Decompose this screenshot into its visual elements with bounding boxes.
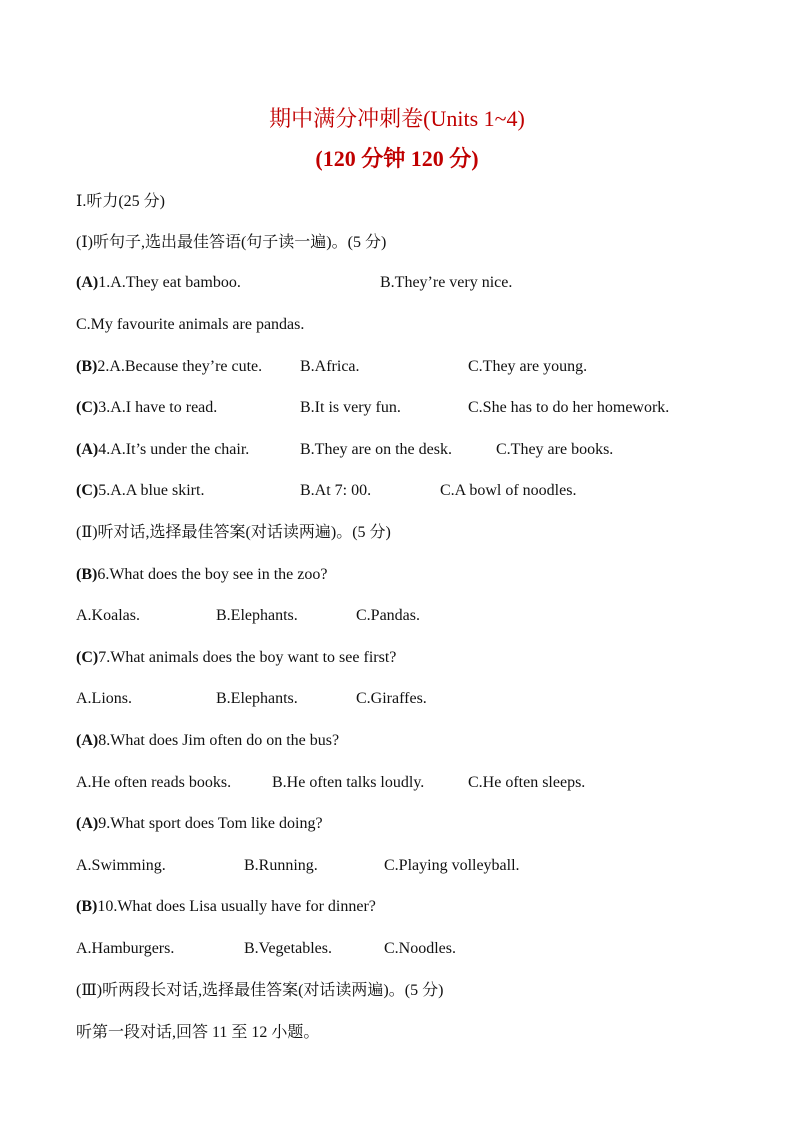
part-3-heading: (Ⅲ)听两段长对话,选择最佳答案(对话读两遍)。(5 分): [76, 982, 444, 999]
option-b: B.Running.: [244, 857, 318, 874]
option-b: B.Elephants.: [216, 607, 298, 624]
option-c: C.Giraffes.: [356, 690, 427, 707]
option-b: B.They’re very nice.: [380, 274, 513, 291]
question-stem: 3.A.I have to read.: [98, 399, 218, 416]
question-6: [76, 565, 327, 585]
option-c: C.Playing volleyball.: [384, 857, 520, 874]
question-8: [76, 731, 339, 751]
page-subtitle: (120 分钟 120 分): [315, 146, 479, 171]
part-3-instruction: 听第一段对话,回答 11 至 12 小题。: [76, 1024, 320, 1041]
answer-key: (B): [76, 898, 98, 915]
question-stem: 7.What animals does the boy want to see first?: [98, 649, 397, 666]
option-c: C.He often sleeps.: [468, 774, 586, 791]
question-3: [76, 398, 217, 418]
answer-key: (A): [76, 441, 99, 458]
option-b: B.Vegetables.: [244, 940, 332, 957]
question-stem: 9.What sport does Tom like doing?: [98, 815, 323, 832]
question-1: [76, 273, 241, 293]
option-c: C.They are young.: [468, 358, 588, 375]
answer-key: (A): [76, 815, 99, 832]
option-b: B.Africa.: [300, 358, 360, 375]
question-10: [76, 897, 376, 917]
answer-key: (A): [76, 274, 99, 291]
option-a: A.Lions.: [76, 690, 132, 707]
option-c: C.A bowl of noodles.: [440, 482, 577, 499]
option-b: B.It is very fun.: [300, 399, 401, 416]
option-a: A.Swimming.: [76, 857, 166, 874]
part-1-heading: (Ⅰ)听句子,选出最佳答语(句子读一遍)。(5 分): [76, 234, 387, 251]
option-c: C.She has to do her homework.: [468, 399, 670, 416]
question-2: [76, 357, 262, 377]
option-a: A.Koalas.: [76, 607, 140, 624]
question-stem: 10.What does Lisa usually have for dinner?: [97, 898, 376, 915]
question-stem: 6.What does the boy see in the zoo?: [97, 566, 328, 583]
question-4: [76, 440, 249, 460]
answer-key: (C): [76, 399, 99, 416]
question-stem: 5.A.A blue skirt.: [98, 482, 205, 499]
option-b: B.At 7: 00.: [300, 482, 372, 499]
answer-key: (A): [76, 732, 99, 749]
answer-key: (C): [76, 649, 99, 666]
question-5: [76, 481, 204, 501]
question-7: [76, 648, 396, 668]
option-a: A.Hamburgers.: [76, 940, 175, 957]
option-b: B.He often talks loudly.: [272, 774, 425, 791]
question-9: [76, 814, 323, 834]
answer-key: (C): [76, 482, 99, 499]
answer-key: (B): [76, 358, 98, 375]
option-c: C.Pandas.: [356, 607, 420, 624]
answer-key: (B): [76, 566, 98, 583]
question-stem: 1.A.They eat bamboo.: [98, 274, 241, 291]
option-a: A.He often reads books.: [76, 774, 232, 791]
section-heading: Ⅰ.听力(25 分): [76, 193, 165, 210]
option-c: C.My favourite animals are pandas.: [76, 316, 305, 333]
question-stem: 4.A.It’s under the chair.: [98, 441, 250, 458]
question-stem: 8.What does Jim often do on the bus?: [98, 732, 340, 749]
question-stem: 2.A.Because they’re cute.: [97, 358, 263, 375]
option-b: B.They are on the desk.: [300, 441, 452, 458]
option-b: B.Elephants.: [216, 690, 298, 707]
option-c: C.Noodles.: [384, 940, 456, 957]
page-title: 期中满分冲刺卷(Units 1~4): [269, 106, 525, 131]
part-2-heading: (Ⅱ)听对话,选择最佳答案(对话读两遍)。(5 分): [76, 524, 391, 541]
option-c: C.They are books.: [496, 441, 614, 458]
